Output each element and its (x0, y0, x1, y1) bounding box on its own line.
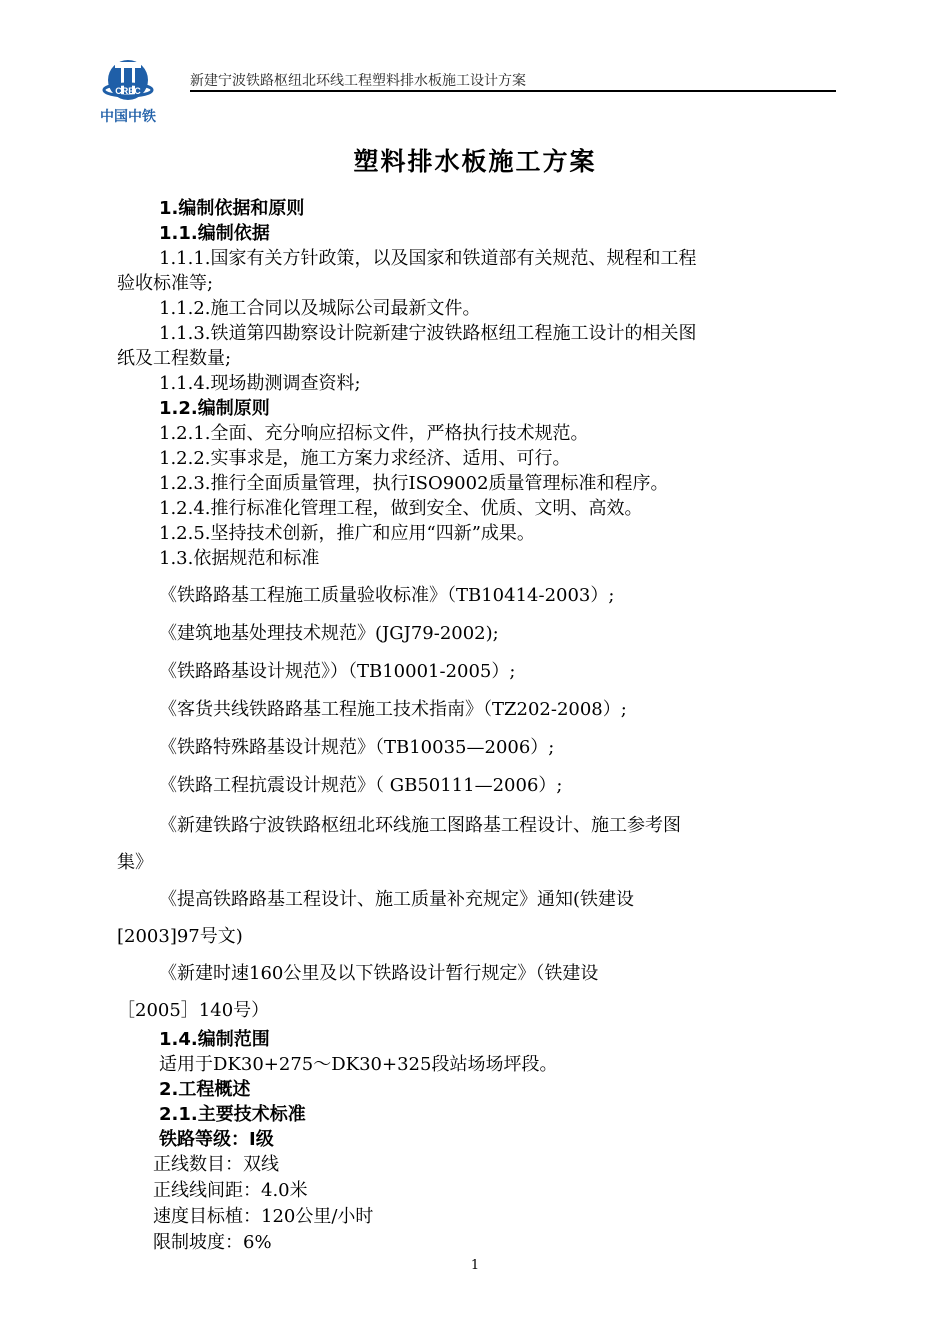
subsection-heading: 1.2.编制原则 (159, 398, 270, 419)
paragraph: 1.1.2.施工合同以及城际公司最新文件。 (159, 298, 481, 319)
logo-mark-text: CREC (115, 86, 141, 96)
reference-item: 《新建时速160公里及以下铁路设计暂行规定》（铁建设 (159, 963, 599, 984)
grade-line: 铁路等级：Ⅰ级 (159, 1129, 274, 1150)
reference-item: 《建筑地基处理技术规范》(JGJ79-2002); (159, 623, 499, 644)
paragraph: 1.1.3.铁道第四勘察设计院新建宁波铁路枢纽工程施工设计的相关图 (159, 323, 697, 344)
paragraph: 1.2.4.推行标准化管理工程，做到安全、优质、文明、高效。 (159, 498, 643, 519)
paragraph: 1.2.5.坚持技术创新，推广和应用“四新”成果。 (159, 523, 535, 544)
section-heading: 2.工程概述 (159, 1079, 251, 1100)
paragraph: 1.2.1.全面、充分响应招标文件，严格执行技术规范。 (159, 423, 589, 444)
paragraph-continuation: 验收标准等; (117, 273, 214, 294)
paragraph: 1.2.3.推行全面质量管理，执行ISO9002质量管理标准和程序。 (159, 473, 669, 494)
reference-continuation: ［2005］140号） (117, 1000, 270, 1021)
spec-item: 限制坡度：6% (153, 1232, 272, 1253)
document-title: 塑料排水板施工方案 (353, 147, 597, 176)
reference-continuation: [2003]97号文) (117, 926, 243, 947)
reference-item: 《提高铁路路基工程设计、施工质量补充规定》通知(铁建设 (159, 889, 635, 910)
document-body (117, 196, 835, 1256)
paragraph: 1.2.2.实事求是，施工方案力求经济、适用、可行。 (159, 448, 571, 469)
spec-item: 正线线间距：4.0米 (153, 1180, 308, 1201)
subsection-heading: 2.1.主要技术标准 (159, 1104, 306, 1125)
reference-item: 《客货共线铁路路基工程施工技术指南》（TZ202-2008）; (159, 699, 627, 720)
header-title: 新建宁波铁路枢纽北环线工程塑料排水板施工设计方案 (190, 73, 526, 89)
paragraph: 适用于DK30+275～DK30+325段站场场坪段。 (159, 1054, 558, 1075)
header-rule (190, 90, 836, 92)
subsection-heading: 1.1.编制依据 (159, 223, 270, 244)
reference-item: 《铁路工程抗震设计规范》（ GB50111—2006）; (159, 775, 563, 796)
section-heading: 1.编制依据和原则 (159, 198, 305, 219)
logo-caption: 中国中铁 (100, 109, 156, 125)
reference-continuation: 集》 (117, 852, 153, 873)
reference-item: 《铁路特殊路基设计规范》（TB10035—2006）; (159, 737, 555, 758)
page-header (98, 56, 838, 125)
paragraph: 1.1.4.现场勘测调查资料; (159, 373, 361, 394)
reference-item: 《新建铁路宁波铁路枢纽北环线施工图路基工程设计、施工参考图 (159, 815, 681, 836)
paragraph: 1.1.1.国家有关方针政策，以及国家和铁道部有关规范、规程和工程 (159, 248, 697, 269)
reference-item: 《铁路路基工程施工质量验收标准》（TB10414-2003）; (159, 585, 615, 606)
paragraph-continuation: 纸及工程数量; (117, 348, 232, 369)
crec-logo (98, 56, 178, 124)
subsection-heading: 1.3.依据规范和标准 (159, 548, 320, 569)
subsection-heading: 1.4.编制范围 (159, 1029, 270, 1050)
reference-item: 《铁路路基设计规范》）（TB10001-2005）; (159, 661, 516, 682)
page-number: 1 (470, 1258, 480, 1273)
spec-item: 速度目标植：120公里/小时 (153, 1206, 374, 1227)
spec-item: 正线数目：双线 (153, 1154, 279, 1175)
